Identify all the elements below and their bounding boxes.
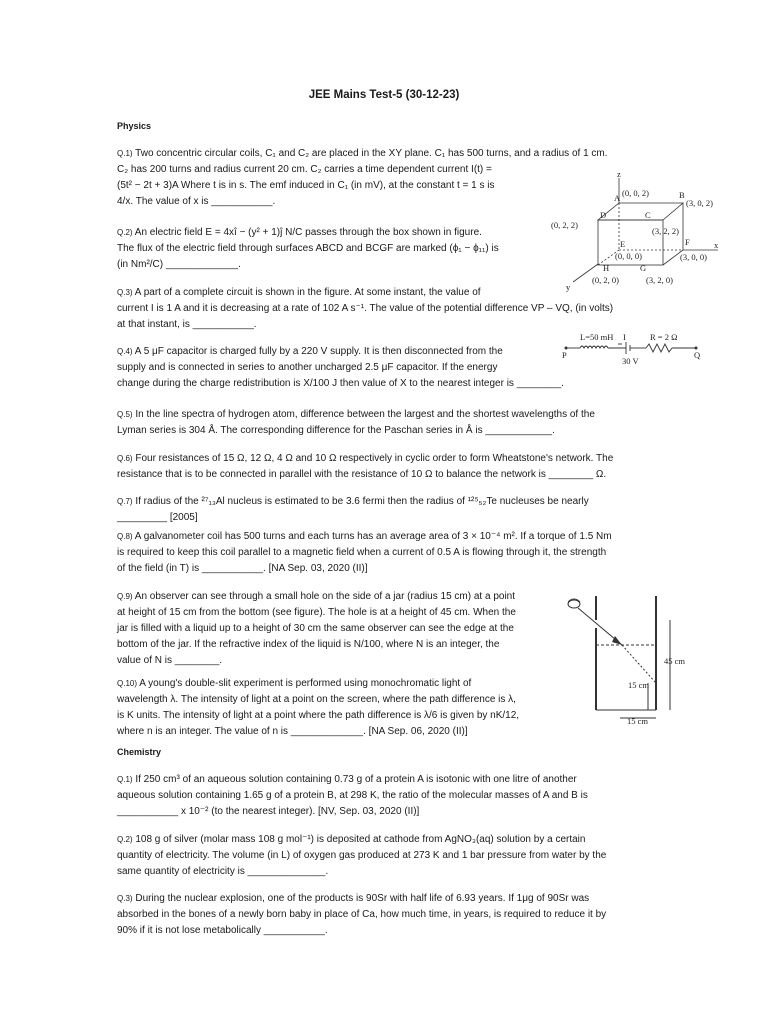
question-text: aqueous solution containing 1.65 g of a protein B, at 298 K, the ratio of the molecular masses of A and B is <box>117 790 588 801</box>
section-chemistry: Chemistry <box>117 747 162 757</box>
question-text: A 5 μF capacitor is charged fully by a 220 V supply. It is then disconnected from the <box>134 346 503 357</box>
question-text: A part of a complete circuit is shown in the figure. At some instant, the value of <box>134 287 481 298</box>
question-chemistry-1 <box>117 772 677 820</box>
question-line <box>117 832 677 848</box>
question-line <box>117 510 677 526</box>
box-coord-D: (0, 2, 2) <box>551 220 578 230</box>
circuit-figure <box>560 330 710 370</box>
page-title: JEE Mains Test-5 (30-12-23) <box>308 89 460 101</box>
question-line <box>117 225 557 241</box>
question-physics-10 <box>117 676 557 740</box>
question-number: Q.3) <box>117 288 133 297</box>
question-text: In the line spectra of hydrogen atom, difference between the largest and the shortest wavelengths of the <box>135 409 595 420</box>
question-number: Q.5) <box>117 410 133 419</box>
question-line <box>117 772 677 788</box>
question-text: 90% if it is not lose metabolically ___________. <box>117 925 328 936</box>
question-number: Q.10) <box>117 679 138 688</box>
question-text: wavelength λ. The intensity of light at a point on the screen, where the path difference is λ, <box>117 694 516 705</box>
box-axis-y: y <box>566 282 571 292</box>
box-label-D: D <box>600 210 607 220</box>
question-text: C₂ has 200 turns and radius current 20 cm. C₂ carries a time dependent current I(t) = <box>117 164 492 175</box>
question-text: An observer can see through a small hole on the side of a jar (radius 15 cm) at a point <box>134 591 516 602</box>
box-figure <box>548 168 724 294</box>
box-coord-B: (3, 0, 2) <box>686 198 713 208</box>
question-chemistry-2 <box>117 832 677 880</box>
question-text: value of N is ________. <box>117 655 223 666</box>
question-line <box>117 621 557 637</box>
question-line <box>117 653 557 669</box>
question-text: supply and is connected in series to another uncharged 2.5 μF capacitor. If the energy <box>117 362 498 373</box>
question-text: An electric field E = 4xî − (y² + 1)ĵ N/C passes through the box shown in figure. <box>134 227 482 238</box>
question-line <box>117 241 557 257</box>
jar-height-label: 45 cm <box>664 656 686 666</box>
question-text: of the field (in T) is ___________. [NA Sep. 03, 2020 (II)] <box>117 563 368 574</box>
question-line <box>117 376 657 392</box>
question-physics-9 <box>117 589 557 669</box>
question-text: 4/x. The value of x is ___________. <box>117 196 276 207</box>
question-text: resistance that is to be connected in parallel with the resistance of 10 Ω to balance the network is ________ Ω. <box>117 469 607 480</box>
question-line <box>117 708 557 724</box>
box-coord-C: (3, 2, 2) <box>652 226 679 236</box>
circuit-current-label: I <box>623 332 626 342</box>
circuit-p-label: P <box>562 350 567 360</box>
question-chemistry-3 <box>117 891 677 939</box>
question-physics-7 <box>117 494 677 526</box>
question-text: If 250 cm³ of an aqueous solution containing 0.73 g of a protein A is isotonic with one litre of another <box>135 774 577 785</box>
question-line <box>117 605 557 621</box>
question-number: Q.9) <box>117 592 133 601</box>
question-text: quantity of electricity. The volume (in L) of oxygen gas produced at 273 K and 1 bar pressure from water by the <box>117 850 607 861</box>
box-coord-F: (3, 0, 0) <box>680 252 707 262</box>
question-line <box>117 301 677 317</box>
question-text: Lyman series is 304 Å. The corresponding difference for the Paschan series in Å is ____________. <box>117 425 555 436</box>
box-coord-G: (3, 2, 0) <box>646 275 673 285</box>
question-line <box>117 545 677 561</box>
question-line <box>117 494 677 510</box>
question-line <box>117 529 677 545</box>
question-text: _________ [2005] <box>117 512 198 523</box>
question-text: A galvanometer coil has 500 turns and each turns has an average area of 3 × 10⁻⁴ m². If a torque of 1.5 Nm <box>134 531 612 542</box>
question-line <box>117 864 677 880</box>
question-line <box>117 423 677 439</box>
question-number: Q.1) <box>117 149 133 158</box>
box-coord-E: (0, 0, 0) <box>615 251 642 261</box>
question-text: The flux of the electric field through surfaces ABCD and BCGF are marked (ϕ₁ − ϕ₁₁) is <box>117 243 499 254</box>
question-text: A young's double-slit experiment is performed using monochromatic light of <box>139 678 472 689</box>
question-physics-2 <box>117 225 557 273</box>
question-text: at height of 15 cm from the bottom (see figure). The hole is at a height of 45 cm. When the <box>117 607 516 618</box>
question-text: current I is 1 A and it is decreasing at a rate of 102 A s⁻¹. The value of the potential difference VP – VQ, (in volts) <box>117 303 614 314</box>
question-line <box>117 451 677 467</box>
question-text: is required to keep this coil parallel to a magnetic field when a current of 0.5 A is flowing through it, the strength <box>117 547 607 558</box>
question-text: same quantity of electricity is ______________. <box>117 866 329 877</box>
box-coord-H: (0, 2, 0) <box>592 275 619 285</box>
question-physics-5 <box>117 407 677 439</box>
question-physics-8 <box>117 529 677 577</box>
circuit-inductor-label: L=50 mH <box>580 332 614 342</box>
circuit-q-label: Q <box>694 350 701 360</box>
question-line <box>117 907 677 923</box>
question-text: jar is filled with a liquid up to a height of 30 cm the same observer can see the edge at the <box>117 623 514 634</box>
section-physics: Physics <box>117 121 152 131</box>
question-line <box>117 146 657 162</box>
circuit-resistor-label: R = 2 Ω <box>650 332 678 342</box>
question-line <box>117 407 677 423</box>
question-line <box>117 467 677 483</box>
box-coord-A: (0, 0, 2) <box>622 188 649 198</box>
jar-hole-label: 15 cm <box>628 680 650 690</box>
question-text: If radius of the ²⁷₁₃Al nucleus is estimated to be 3.6 fermi then the radius of ¹²⁵₅₂Te nucleuses be nearly <box>135 496 589 507</box>
question-physics-6 <box>117 451 677 483</box>
jar-figure <box>560 590 720 725</box>
question-text: bottom of the jar. If the refractive index of the liquid is N/100, where N is an integer, the <box>117 639 500 650</box>
question-text: is K units. The intensity of light at a point where the path difference is λ/6 is given by nK/12, <box>117 710 520 721</box>
question-number: Q.3) <box>117 894 133 903</box>
question-line <box>117 891 677 907</box>
question-number: Q.2) <box>117 228 133 237</box>
question-text: (in Nm²/C) _____________. <box>117 259 241 270</box>
question-number: Q.2) <box>117 835 133 844</box>
question-number: Q.1) <box>117 775 133 784</box>
question-line <box>117 804 677 820</box>
question-text: 108 g of silver (molar mass 108 g mol⁻¹) is deposited at cathode from AgNO₃(aq) solution by a certain <box>135 834 586 845</box>
question-number: Q.7) <box>117 497 133 506</box>
box-label-F: F <box>685 237 690 247</box>
question-text: ___________ x 10⁻² (to the nearest integer). [NV, Sep. 03, 2020 (II)] <box>117 806 420 817</box>
question-number: Q.6) <box>117 454 133 463</box>
box-axis-x: x <box>714 240 719 250</box>
question-line <box>117 848 677 864</box>
circuit-battery-label: 30 V <box>622 356 639 366</box>
question-line <box>117 692 557 708</box>
box-label-G: G <box>640 263 647 273</box>
question-line <box>117 676 557 692</box>
question-text: at that instant, is ___________. <box>117 319 257 330</box>
box-label-B: B <box>679 190 685 200</box>
question-text: where n is an integer. The value of n is _____________. [NA Sep. 06, 2020 (II)] <box>117 726 468 737</box>
question-number: Q.8) <box>117 532 133 541</box>
question-text: absorbed in the bones of a newly born baby in place of Ca, how much time, in years, is required to reduce it by <box>117 909 607 920</box>
box-label-C: C <box>645 210 651 220</box>
question-line <box>117 724 557 740</box>
question-line <box>117 561 677 577</box>
question-text: (5t² − 2t + 3)A Where t is in s. The emf induced in C₁ (in mV), at the constant t = 1 s is <box>117 180 495 191</box>
question-line <box>117 788 677 804</box>
box-label-E: E <box>620 239 626 249</box>
question-text: Four resistances of 15 Ω, 12 Ω, 4 Ω and 10 Ω respectively in cyclic order to form Wheatstone's network. The <box>135 453 614 464</box>
question-text: Two concentric circular coils, C₁ and C₂ are placed in the XY plane. C₁ has 500 turns, and a radius of 1 cm. <box>135 148 608 159</box>
question-line <box>117 923 677 939</box>
box-label-A: A <box>614 193 621 203</box>
box-axis-z: z <box>617 169 621 179</box>
question-text: During the nuclear explosion, one of the products is 90Sr with half life of 6.93 years. If 1μg of 90Sr was <box>135 893 590 904</box>
box-label-H: H <box>603 263 610 273</box>
question-line <box>117 589 557 605</box>
jar-radius-label: 15 cm <box>627 716 649 725</box>
question-line <box>117 257 557 273</box>
question-number: Q.4) <box>117 347 133 356</box>
question-text: change during the charge redistribution is X/100 J then value of X to the nearest integer is ________. <box>117 378 564 389</box>
question-line <box>117 637 557 653</box>
